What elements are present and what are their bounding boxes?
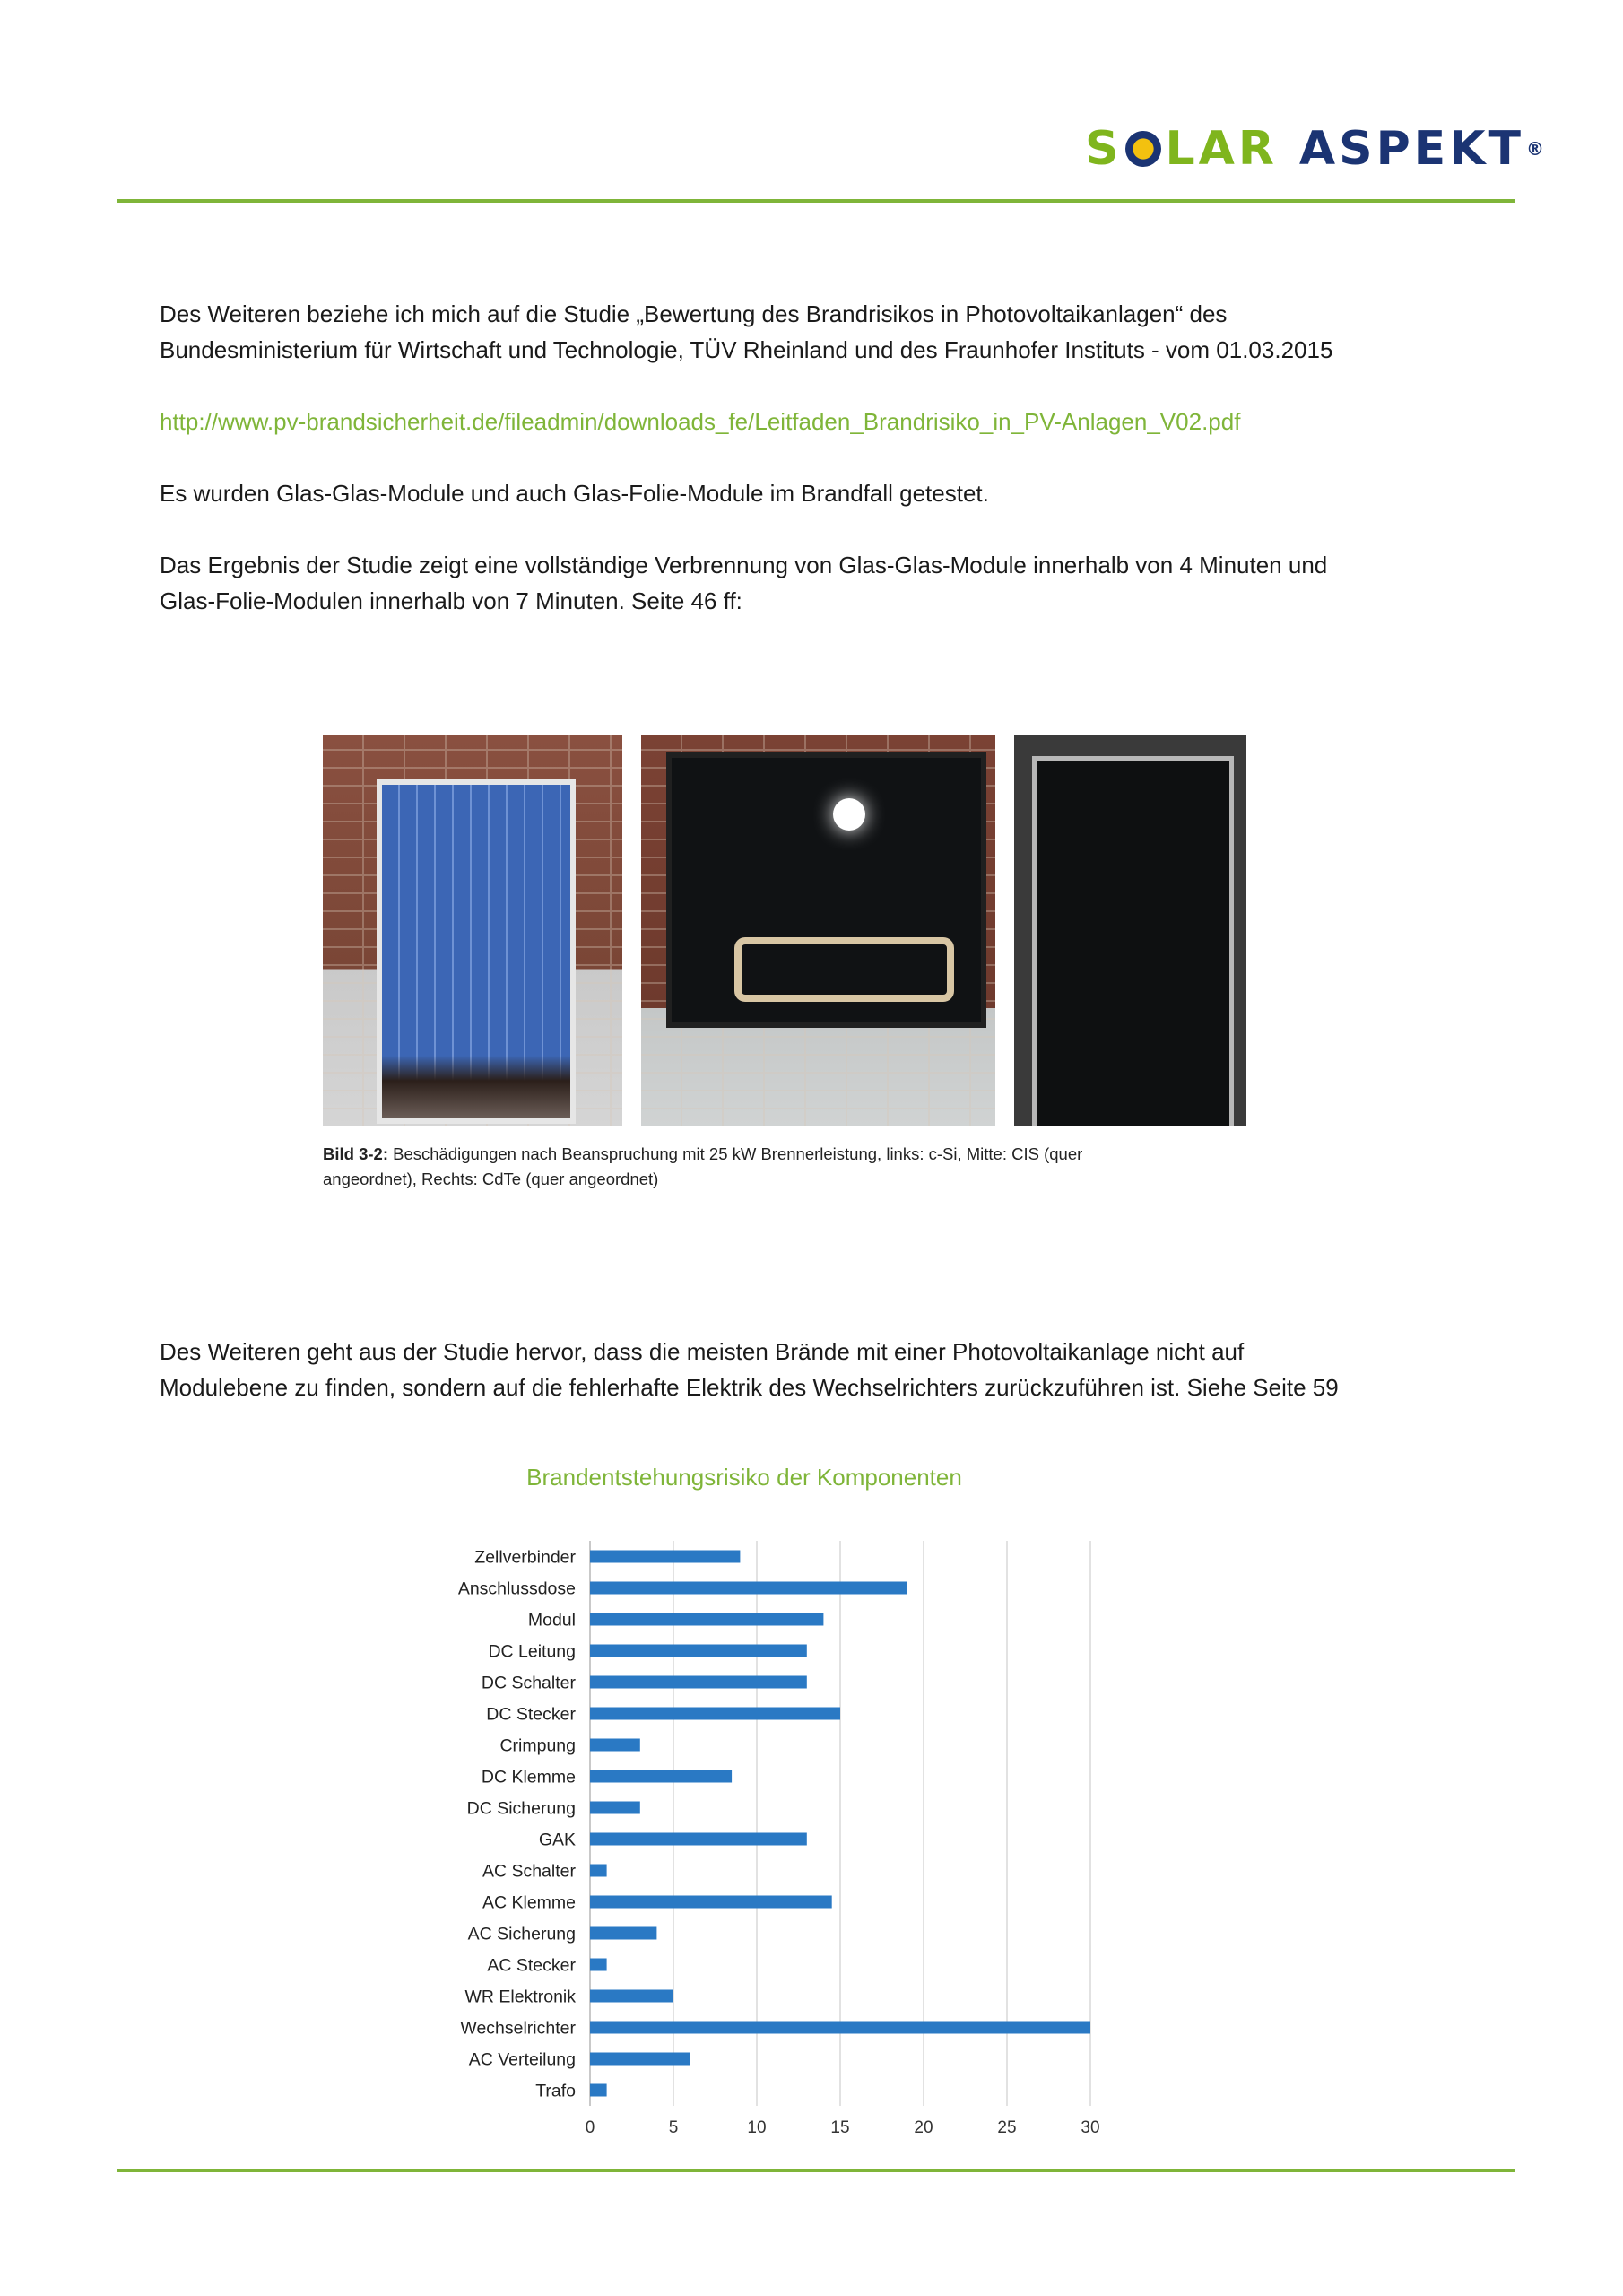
caption-line-2: angeordnet), Rechts: CdTe (quer angeordnet) <box>323 1170 659 1188</box>
bar <box>590 1959 607 1971</box>
x-tick-label: 0 <box>585 2118 595 2137</box>
x-tick-label: 30 <box>1081 2118 1100 2137</box>
bar <box>590 1708 840 1720</box>
logo-text-aspekt: ASPEKT <box>1298 122 1524 176</box>
category-label: DC Schalter <box>481 1673 576 1693</box>
photo-strip <box>323 735 1246 1126</box>
category-label: Modul <box>527 1610 576 1631</box>
bar <box>590 2053 690 2066</box>
photo-cis-module <box>641 735 995 1126</box>
category-label: DC Leitung <box>488 1641 576 1662</box>
category-label: GAK <box>538 1830 576 1850</box>
photo-c-si-module <box>323 735 622 1126</box>
bar <box>590 1990 673 2003</box>
x-tick-label: 20 <box>914 2118 933 2137</box>
bar <box>590 1802 640 1814</box>
registered-mark: ® <box>1525 138 1548 160</box>
logo-text-lar: LAR <box>1165 122 1278 176</box>
intro-paragraph <box>160 296 1451 368</box>
bar <box>590 1896 832 1909</box>
chart-title: Brandentstehungsrisiko der Komponenten <box>526 1464 962 1491</box>
category-label: Crimpung <box>499 1735 576 1756</box>
bar <box>590 2084 607 2097</box>
inverter-line-1: Des Weiteren geht aus der Studie hervor, dass die meisten Brände mit einer Photovoltaikanlage nicht auf <box>160 1338 1245 1365</box>
caption-line-1: Beschädigungen nach Beanspruchung mit 25 kW Brennerleistung, links: c-Si, Mitte: CIS (quer <box>393 1144 1083 1163</box>
category-label: AC Sicherung <box>467 1924 576 1944</box>
risk-bar-chart <box>412 1534 1130 2144</box>
category-label: DC Stecker <box>486 1704 576 1725</box>
category-label: Anschlussdose <box>457 1578 576 1599</box>
result-line-1: Das Ergebnis der Studie zeigt eine vollständige Verbrennung von Glas-Glas-Module innerhalb von 4 Minuten und <box>160 552 1328 578</box>
footer-divider <box>117 2169 1515 2172</box>
bar <box>590 1739 640 1752</box>
category-label: DC Klemme <box>481 1767 576 1787</box>
header-divider <box>117 199 1515 203</box>
result-line-2: Glas-Folie-Modulen innerhalb von 7 Minuten. Seite 46 ff: <box>160 587 742 614</box>
intro-line-2: Bundesministerium für Wirtschaft und Technologie, TÜV Rheinland und des Fraunhofer Instituts - vom 01.03.2015 <box>160 336 1333 363</box>
category-label: Trafo <box>535 2081 576 2101</box>
inverter-line-2: Modulebene zu finden, sondern auf die fehlerhafte Elektrik des Wechselrichters zurückzuführen ist. Siehe Seite 59 <box>160 1374 1339 1401</box>
x-tick-label: 25 <box>997 2118 1017 2137</box>
bar <box>590 1927 656 1940</box>
bar <box>590 1770 732 1783</box>
photo-cdte-module <box>1014 735 1246 1126</box>
category-label: DC Sicherung <box>466 1798 576 1819</box>
bar <box>590 1833 807 1846</box>
sun-icon <box>1125 131 1161 167</box>
bar <box>590 1582 907 1595</box>
bar <box>590 1551 740 1563</box>
modules-tested-paragraph <box>160 475 1451 511</box>
study-link[interactable]: http://www.pv-brandsicherheit.de/fileadmin/downloads_fe/Leitfaden_Brandrisiko_in_PV-Anlagen_V02.pdf <box>160 408 1241 435</box>
inverter-paragraph <box>160 1334 1451 1405</box>
category-label: AC Klemme <box>482 1892 576 1913</box>
figure-caption <box>323 1142 1246 1192</box>
x-tick-label: 15 <box>830 2118 850 2137</box>
modules-tested-text: Es wurden Glas-Glas-Module und auch Glas-Folie-Module im Brandfall getestet. <box>160 480 989 507</box>
category-label: WR Elektronik <box>464 1987 576 2007</box>
result-paragraph <box>160 547 1451 619</box>
bar <box>590 2022 1090 2034</box>
solar-aspekt-logo <box>1085 124 1548 174</box>
bar <box>590 1645 807 1657</box>
bar <box>590 1676 807 1689</box>
category-label: Wechselrichter <box>460 2018 576 2039</box>
bar <box>590 1865 607 1877</box>
bar <box>590 1613 823 1626</box>
category-label: AC Verteilung <box>468 2049 576 2070</box>
category-label: AC Schalter <box>482 1861 576 1882</box>
category-label: AC Stecker <box>487 1955 576 1976</box>
category-label: Zellverbinder <box>474 1547 576 1568</box>
intro-line-1: Des Weiteren beziehe ich mich auf die Studie „Bewertung des Brandrisikos in Photovoltaikanlagen“ des <box>160 300 1228 327</box>
caption-label: Bild 3-2: <box>323 1144 388 1163</box>
burn-test-figure <box>323 735 1246 1192</box>
logo-text-s: S <box>1085 122 1123 176</box>
x-tick-label: 5 <box>668 2118 679 2137</box>
x-tick-label: 10 <box>747 2118 767 2137</box>
study-link-paragraph <box>160 404 1451 439</box>
